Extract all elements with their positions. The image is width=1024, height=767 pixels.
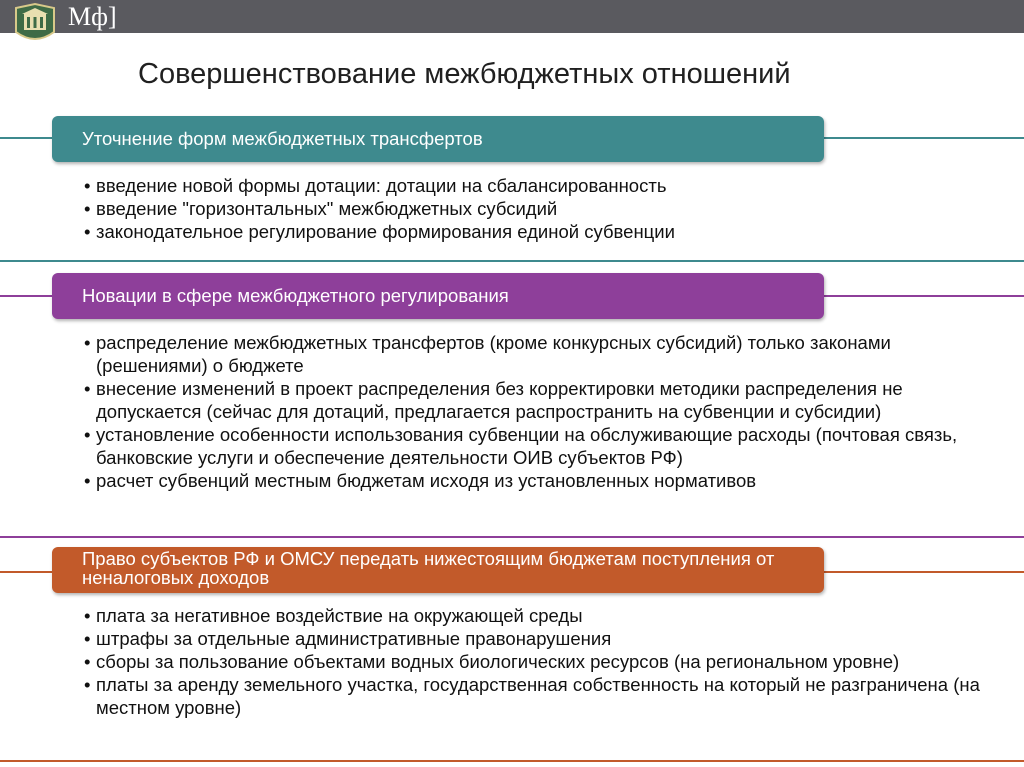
section-3-list xyxy=(84,604,1014,719)
section-3-divider-bottom xyxy=(0,760,1024,762)
list-item: • расчет субвенций местным бюджетам исходя из установленных нормативов xyxy=(84,469,999,492)
list-item: • платы за аренду земельного участка, государственная собственность на который не разграничена (на местном уровне) xyxy=(84,673,1014,719)
slide-title: Совершенствование межбюджетных отношений xyxy=(138,58,791,90)
list-item: • установление особенности использования субвенции на обслуживающие расходы (почтовая связь, банковские услуги и обеспечение деятельности ОИВ субъектов РФ) xyxy=(84,423,999,469)
logo-text: Мф] xyxy=(68,2,117,31)
list-item: • введение новой формы дотации: дотации на сбалансированность xyxy=(84,174,844,197)
section-3-heading-text: Право субъектов РФ и ОМСУ передать нижестоящим бюджетам поступления от неналоговых доходов xyxy=(82,548,775,588)
section-2-heading-text: Новации в сфере межбюджетного регулирования xyxy=(82,285,509,306)
section-3-heading xyxy=(52,547,824,593)
section-1-divider-bottom xyxy=(0,260,1024,262)
list-item: • распределение межбюджетных трансфертов (кроме конкурсных субсидий) только законами (решениями) о бюджете xyxy=(84,331,999,377)
section-2-divider-bottom xyxy=(0,536,1024,538)
ministry-emblem-icon xyxy=(12,2,58,46)
section-2-heading xyxy=(52,273,824,319)
list-item: • законодательное регулирование формирования единой субвенции xyxy=(84,220,844,243)
section-1-heading-text: Уточнение форм межбюджетных трансфертов xyxy=(82,128,483,149)
section-1-list xyxy=(84,174,844,243)
section-2-list xyxy=(84,331,999,492)
section-1-heading xyxy=(52,116,824,162)
list-item: • штрафы за отдельные административные правонарушения xyxy=(84,627,1014,650)
list-item: • сборы за пользование объектами водных биологических ресурсов (на региональном уровне) xyxy=(84,650,1014,673)
header-bar xyxy=(0,0,1024,33)
list-item: • введение "горизонтальных" межбюджетных субсидий xyxy=(84,197,844,220)
list-item: • плата за негативное воздействие на окружающей среды xyxy=(84,604,1014,627)
list-item: • внесение изменений в проект распределения без корректировки методики распределения не допускается (сейчас для дотаций, предлагается распространить на субвенции и субсидии) xyxy=(84,377,999,423)
